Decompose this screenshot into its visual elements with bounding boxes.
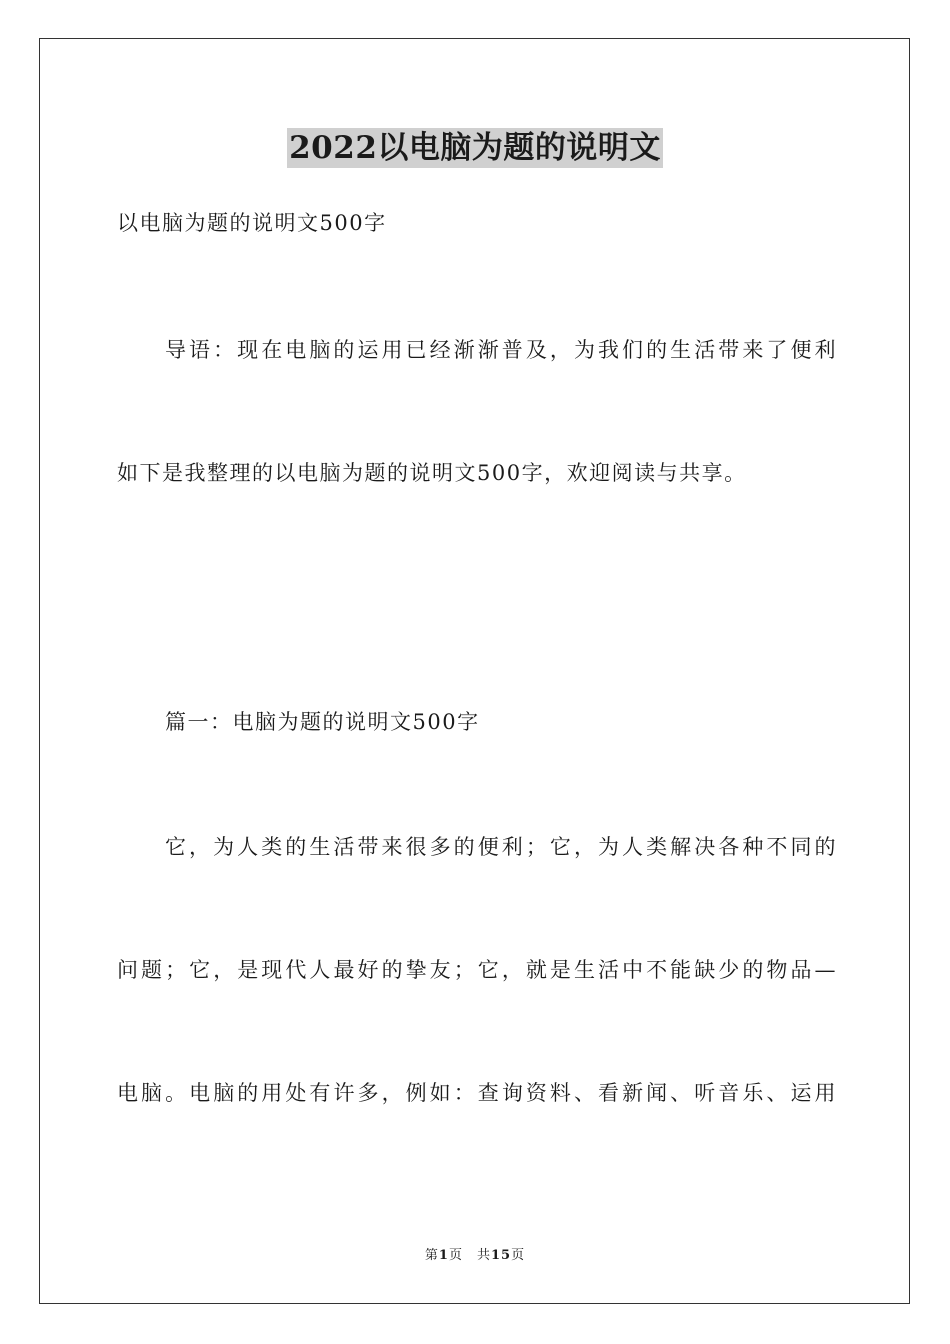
document-title: 2022以电脑为题的说明文	[289, 130, 661, 166]
title-container	[0, 128, 950, 168]
footer-total-suffix: 页	[511, 1248, 526, 1263]
body-paragraph-line-3: 电脑。电脑的用处有许多，例如：查询资料、看新闻、听音乐、运用	[117, 1081, 837, 1105]
footer-page-prefix: 第	[424, 1248, 439, 1263]
intro-paragraph-line-2: 如下是我整理的以电脑为题的说明文500字，欢迎阅读与共享。	[117, 461, 747, 485]
footer-page-number: 1	[438, 1248, 449, 1263]
page-footer	[0, 1247, 950, 1265]
body-paragraph-line-2: 问题；它，是现代人最好的挚友；它，就是生活中不能缺少的物品—	[117, 958, 837, 982]
footer-total-pages: 15	[490, 1248, 512, 1263]
body-paragraph-line-1: 它，为人类的生活带来很多的便利；它，为人类解决各种不同的	[165, 835, 837, 859]
document-subtitle: 以电脑为题的说明文500字	[117, 211, 387, 235]
section-heading: 篇一：电脑为题的说明文500字	[165, 710, 480, 734]
footer-total-prefix: 共	[476, 1248, 491, 1263]
intro-paragraph-line-1: 导语：现在电脑的运用已经渐渐普及，为我们的生活带来了便利	[165, 338, 837, 362]
footer-page-suffix: 页	[448, 1248, 463, 1263]
